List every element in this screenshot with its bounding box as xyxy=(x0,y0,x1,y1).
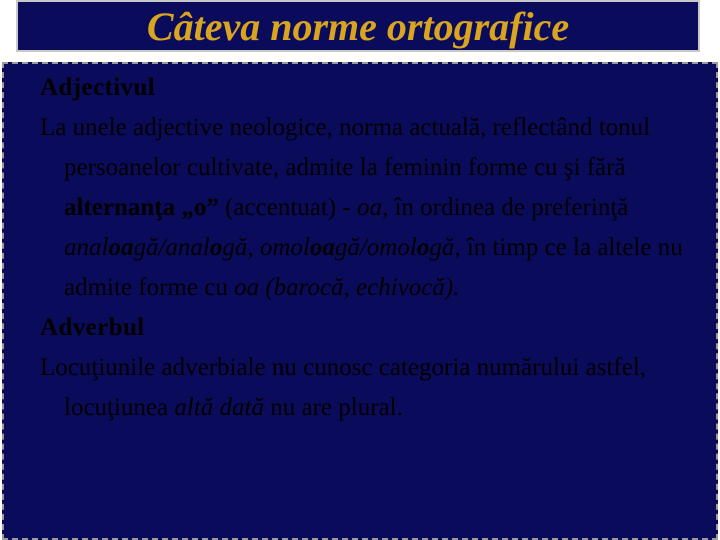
emphasis-bold: o xyxy=(416,234,430,261)
emphasis-bold: oa xyxy=(309,234,335,261)
emphasis-bold: oa xyxy=(108,234,134,261)
slide-body xyxy=(40,68,720,428)
emphasis-italic: altă dată xyxy=(174,394,264,421)
text-run: gă/omol xyxy=(334,234,417,261)
text-run: (accentuat) - xyxy=(218,194,357,221)
text-run: nu are plural. xyxy=(263,394,403,421)
emphasis-italic: oa, xyxy=(356,194,389,221)
text-run: în timp ce la altele nu admite forme cu xyxy=(64,234,683,301)
section-heading-adjectivul: Adjectivul xyxy=(40,74,156,101)
slide-title: Câteva norme ortografice xyxy=(146,4,570,49)
text-run: în ordinea de preferinţă xyxy=(388,194,629,221)
text-run: gă, xyxy=(429,234,461,261)
text-run: gă, omol xyxy=(222,234,310,261)
text-run: gă/anal xyxy=(133,234,210,261)
emphasis-italic: oa (barocă, echivocă). xyxy=(234,274,460,301)
emphasis-bold: alternanţa „o” xyxy=(64,194,219,221)
section-paragraph-adverbul xyxy=(40,348,720,428)
text-run: Locuţiunile adverbiale nu cunosc categoria numărului astfel, locuţiunea xyxy=(40,354,647,421)
title-banner xyxy=(16,0,700,52)
example-words xyxy=(64,234,461,261)
text-run: La unele adjective neologice, norma actuală, reflectând tonul persoanelor cultivate, admite la feminin forme cu şi fără xyxy=(40,114,651,181)
emphasis-bold: o xyxy=(209,234,223,261)
text-run: anal xyxy=(64,234,109,261)
section-heading-adverbul: Adverbul xyxy=(40,314,145,341)
section-paragraph-adjectivul xyxy=(40,108,720,308)
